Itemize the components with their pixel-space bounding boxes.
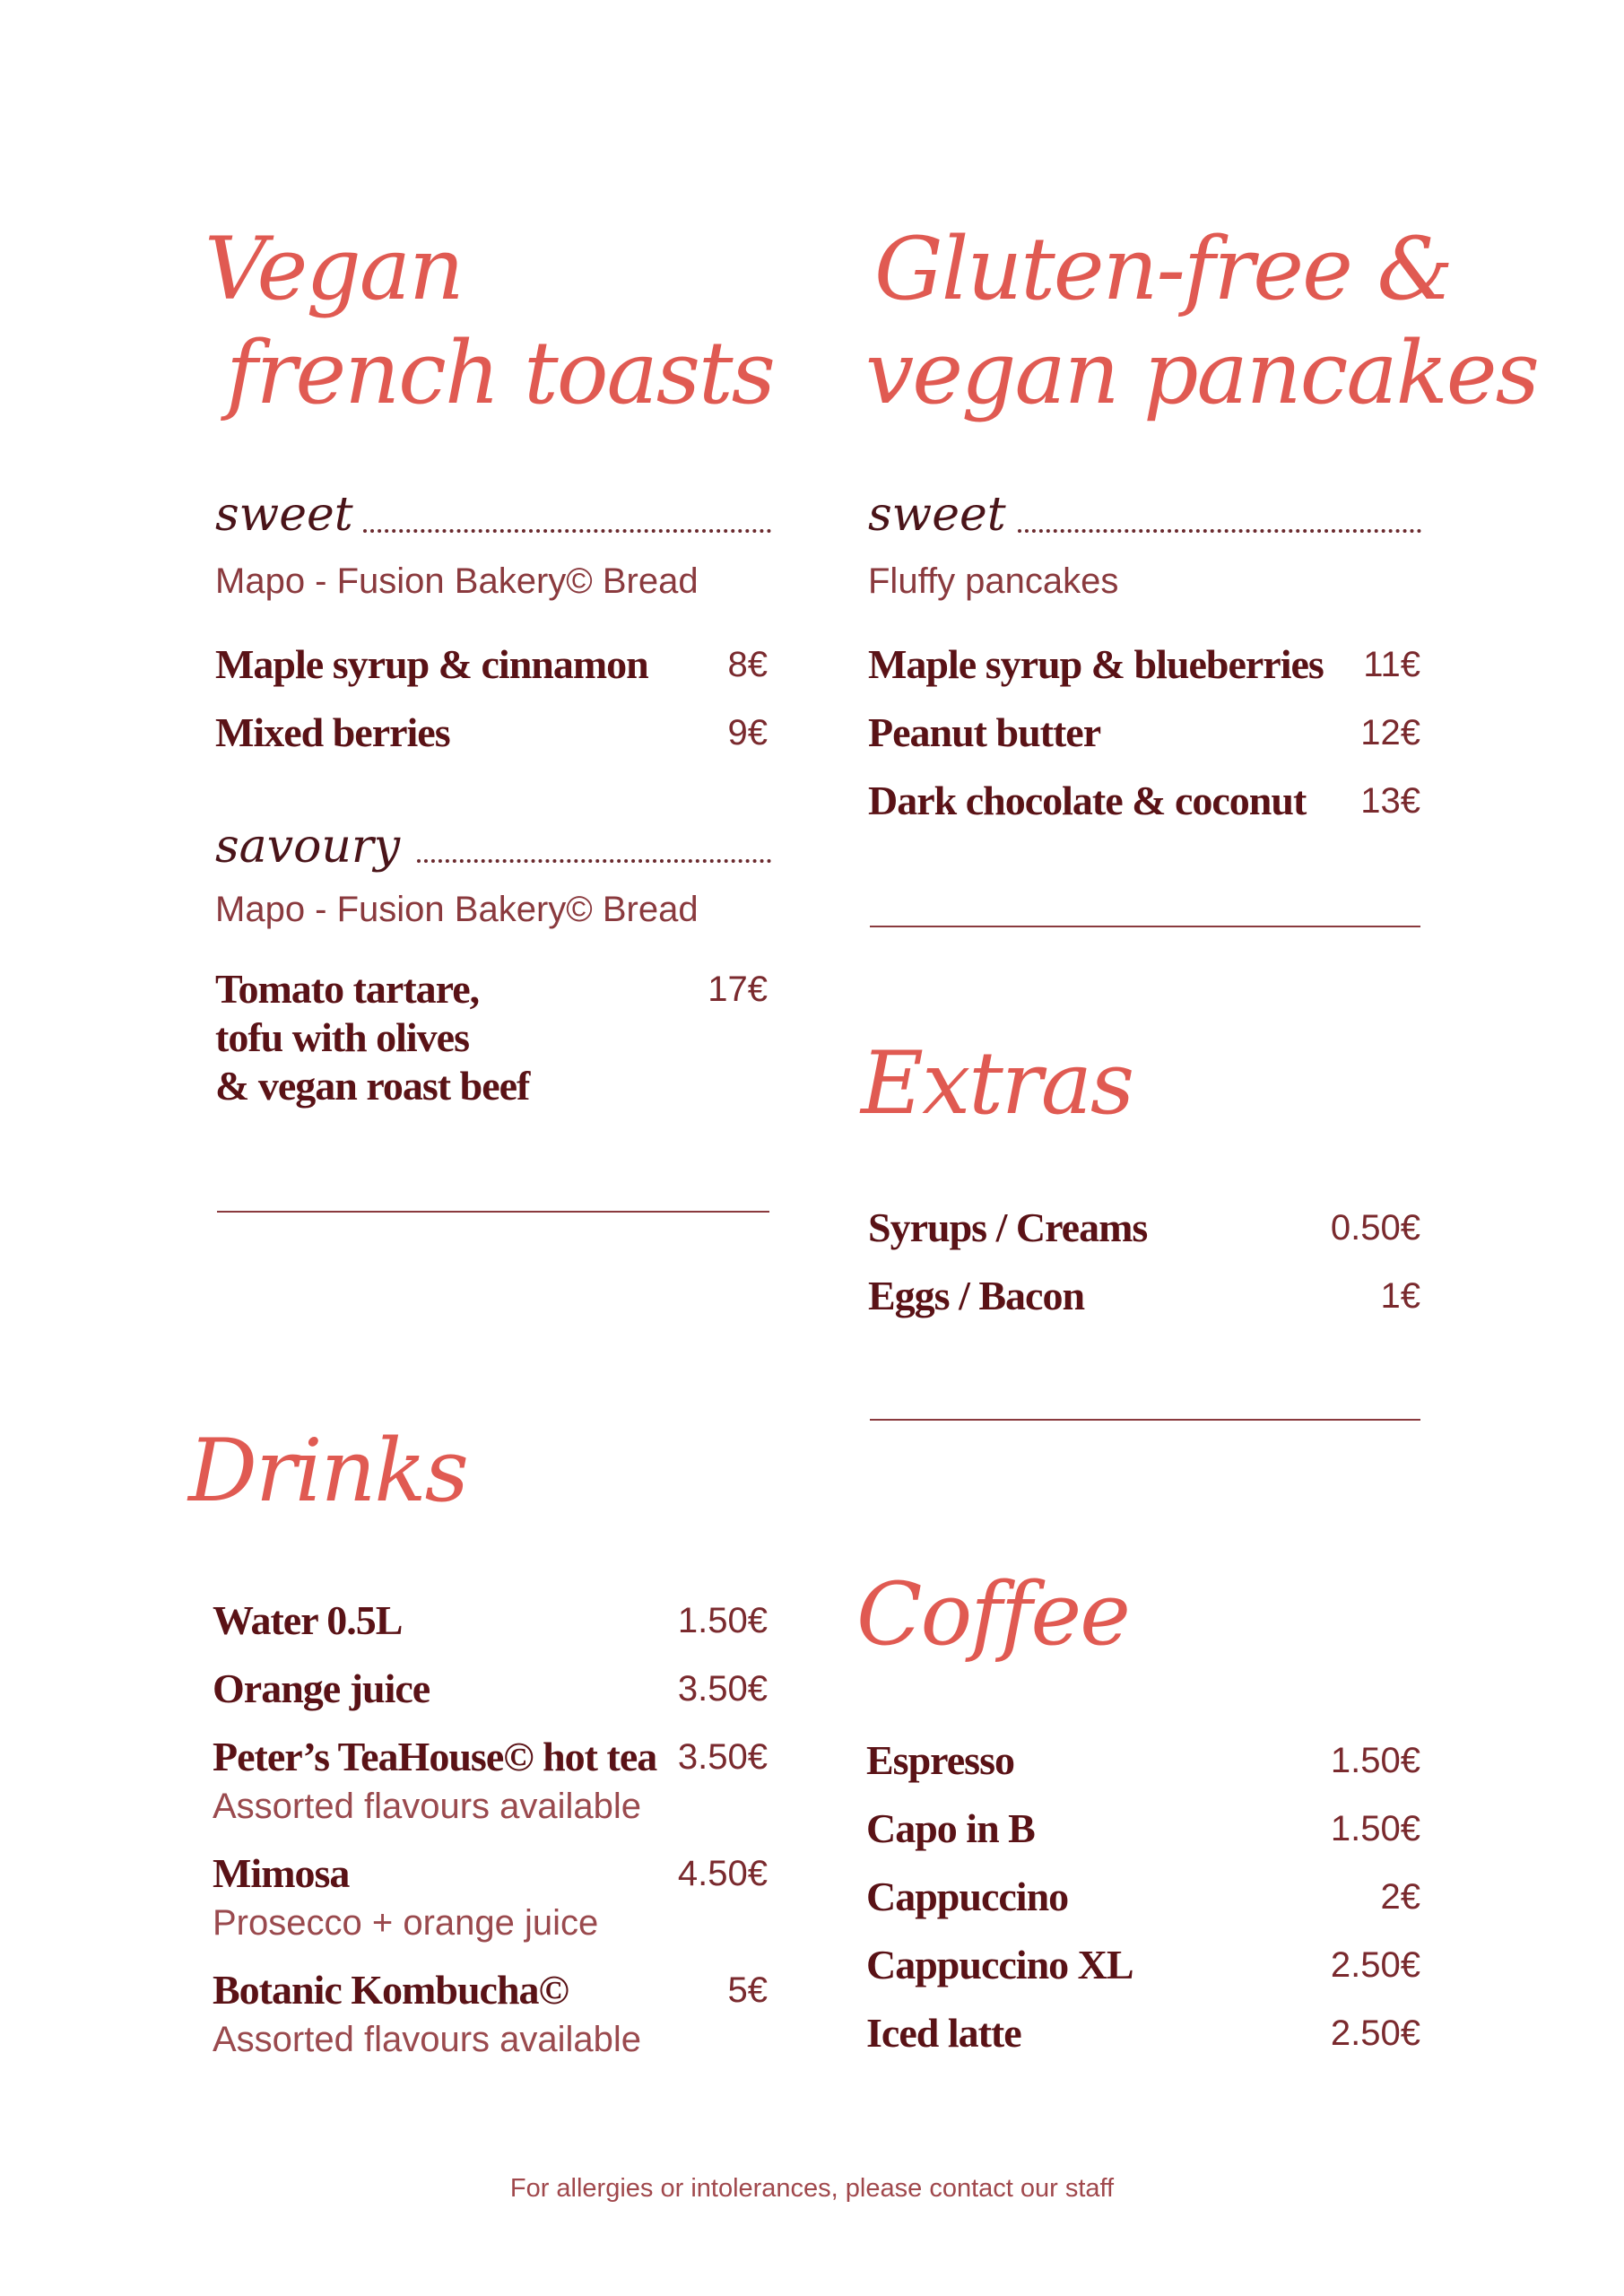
drink-item-name: Peter’s TeaHouse© hot tea	[213, 1734, 657, 1779]
drink-item-note: Assorted flavours available	[213, 2020, 642, 2059]
dotted-leader	[417, 859, 771, 863]
subheading-sweet: sweet	[868, 488, 1006, 542]
menu-item-name: Mixed berries	[215, 709, 450, 755]
section-title-drinks: Drinks	[188, 1421, 467, 1521]
coffee-item-price: 1.50€	[1330, 1741, 1420, 1780]
menu-item-name: Maple syrup & cinnamon	[215, 641, 648, 687]
coffee-item-name: Cappuccino XL	[866, 1942, 1133, 1987]
pancake-subtitle: Fluffy pancakes	[868, 561, 1119, 601]
menu-item-price: 11€	[1363, 645, 1420, 684]
section-title-french-toasts-line2: french toasts	[226, 323, 774, 423]
coffee-item-name: Espresso	[866, 1737, 1014, 1783]
subheading-sweet: sweet	[215, 488, 353, 542]
coffee-item-name: Iced latte	[866, 2010, 1021, 2056]
section-title-extras: Extras	[861, 1033, 1133, 1134]
menu-item-name: Maple syrup & blueberries	[868, 641, 1324, 687]
drink-item-name: Botanic Kombucha©	[213, 1967, 569, 2013]
menu-item-price: 9€	[727, 713, 768, 752]
menu-item-name: Peanut butter	[868, 709, 1101, 755]
coffee-item-name: Cappuccino	[866, 1874, 1069, 1919]
drink-item-price: 3.50€	[677, 1669, 768, 1709]
menu-item-name: Dark chocolate & coconut	[868, 778, 1307, 823]
subheading-savoury: savoury	[215, 820, 401, 874]
coffee-item-price: 2.50€	[1330, 1945, 1420, 1985]
dotted-leader	[363, 529, 771, 533]
drink-item-price: 3.50€	[677, 1737, 768, 1777]
drink-item-price: 5€	[727, 1970, 768, 2010]
section-divider	[217, 1211, 769, 1213]
coffee-item-price: 1.50€	[1330, 1809, 1420, 1848]
section-title-pancakes-line2: vegan pancakes	[865, 323, 1538, 423]
drink-item-price: 4.50€	[677, 1854, 768, 1893]
drink-item-name: Mimosa	[213, 1850, 350, 1896]
menu-item-price: 12€	[1360, 713, 1420, 752]
menu-item-price: 0.50€	[1330, 1208, 1420, 1248]
footer-allergy-note: For allergies or intolerances, please contact our staff	[509, 2174, 1115, 2203]
section-divider	[870, 926, 1420, 927]
menu-item-name: Eggs / Bacon	[868, 1273, 1085, 1318]
menu-item-name: Syrups / Creams	[868, 1205, 1148, 1250]
menu-item-name-line: & vegan roast beef	[215, 1063, 530, 1109]
drink-item-price: 1.50€	[677, 1601, 768, 1640]
menu-item-name-line: tofu with olives	[215, 1014, 469, 1060]
section-title-coffee: Coffee	[856, 1564, 1129, 1665]
menu-item-price: 13€	[1360, 781, 1420, 821]
section-divider	[870, 1419, 1420, 1421]
bread-subtitle: Mapo - Fusion Bakery© Bread	[215, 561, 699, 601]
drink-item-name: Water 0.5L	[213, 1597, 403, 1643]
bread-subtitle: Mapo - Fusion Bakery© Bread	[215, 890, 699, 929]
drink-item-note: Prosecco + orange juice	[213, 1903, 599, 1943]
drink-item-note: Assorted flavours available	[213, 1787, 642, 1826]
coffee-item-name: Capo in B	[866, 1805, 1035, 1851]
menu-item-price: 1€	[1380, 1276, 1420, 1316]
coffee-item-price: 2.50€	[1330, 2013, 1420, 2053]
section-title-french-toasts-line1: Vegan	[204, 219, 463, 319]
menu-item-price: 8€	[727, 645, 768, 684]
menu-item-name-line: Tomato tartare,	[215, 966, 480, 1012]
menu-item-price: 17€	[708, 970, 768, 1009]
coffee-item-price: 2€	[1380, 1877, 1420, 1917]
drink-item-name: Orange juice	[213, 1665, 430, 1711]
section-title-pancakes-line1: Gluten-free &	[874, 219, 1452, 319]
dotted-leader	[1018, 529, 1421, 533]
